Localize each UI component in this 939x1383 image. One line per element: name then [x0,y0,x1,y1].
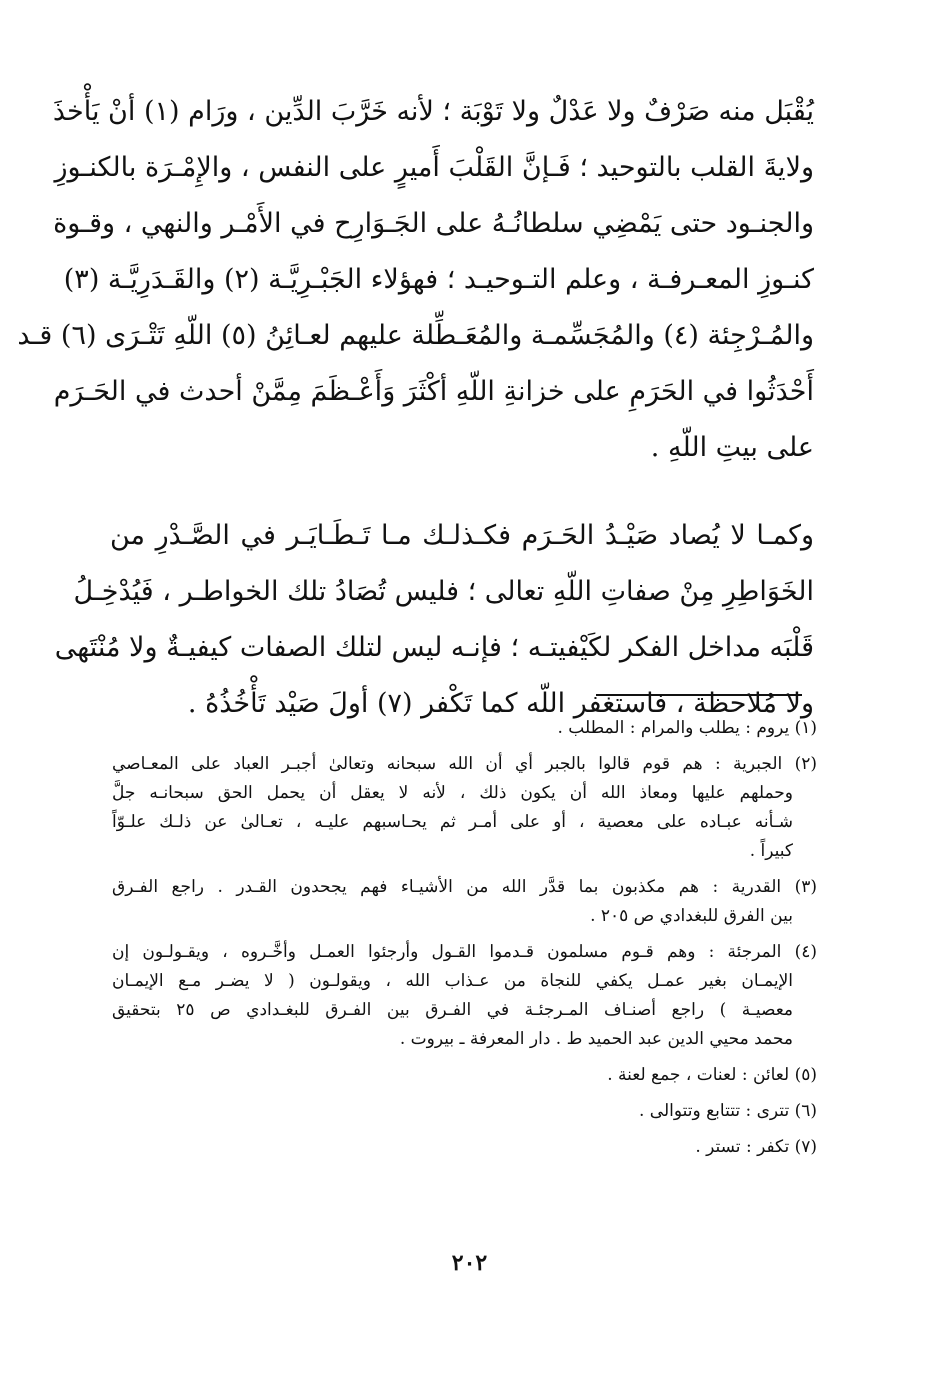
footnote-7 [112,1133,817,1162]
text-line: وكمـا لا يُصاد صَيْـدُ الحَـرَم فكـذلـك مـا تَـطَـايَـر في الصَّـدْرِ من [110,520,814,551]
footnote-separator [596,694,802,696]
footnote-line: (٥) لعائن : لعنات ، جمع لعنة . [607,1065,817,1085]
text-line: يُقْبَل منه صَرْفٌ ولا عَدْلٌ ولا تَوْبَة ؛ لأنه خَرَّبَ الدِّين ، ورَام (١) أنْ يَأْخذَ [52,96,814,127]
footnote-line: (٧) تكفر : تستر . [695,1137,817,1157]
page-number: ٢٠٢ [451,1250,488,1276]
footnote-line: (٣) القدرية : هم مكذبون بما قدَّر الله من الأشيـاء فهم يجحدون القـدر . راجع الفـرق [112,877,817,897]
paragraph-1 [17,84,814,476]
paragraph-spacer [110,476,814,508]
footnote-line: محمد محيي الدين عبد الحميد ط . دار المعرفة ـ بيروت . [399,1029,793,1049]
footnote-6 [112,1097,817,1126]
footnote-line: (٤) المرجئة : وهم قـوم مسلمون قـدموا القـول وأرجئوا العمـل وأخَّـروه ، ويقـولـون إن [112,942,817,962]
text-line: والمُـرْجِئة (٤) والمُجَسِّمـة والمُعَـطِّلة عليهم لعـائِنُ (٥) اللّهِ تَتْـرَى (٦) قـد [17,320,814,351]
footnote-line: معصيـة ) راجع أصنـاف المـرجئـة في الفـرق بين الفـرق للبغـدادي ص ٢٥ بتحقيق [112,1000,793,1020]
text-line: الخَوَاطِرِ مِنْ صفاتِ اللّهِ تعالى ؛ فليس تُصَادُ تلك الخواطـر ، فَيُدْخِـلُ [73,576,814,607]
footnote-5 [112,1061,817,1090]
footnote-line: الإيمـان بغير عمـل يكفي للنجاة من عـذاب الله ، ويقولـون ( لا يضـر مـع الإيمـان [112,971,793,991]
footnote-line: شـأنه عبـاده على معصية ، أو على أمـر ثم يحـاسبهم عليـه ، تعـالىٰ عن ذلـك علـوّاً [112,812,793,832]
text-line: ولايةَ القلب بالتوحيد ؛ فَـإنَّ القَلْبَ أَميرٍ على النفس ، والإِمْـرَة بالكنـوزِ [54,152,814,183]
text-line: قَلْبَه مداخل الفكر لكَيْفيتـه ؛ فإنـه ليس لتلك الصفات كيفيـةٌ ولا مُنْتَهى [54,632,814,663]
footnote-2 [112,750,817,866]
footnote-line: (٦) تترى : تتتابع وتتوالى . [639,1101,817,1121]
footnote-line: (٢) الجبرية : هم قوم قالوا بالجبر أي أن الله سبحانه وتعالىٰ أجبـر العباد على المعـاصي [112,754,817,774]
text-line: والجنـود حتى يَمْضِي سلطانُـهُ على الجَـوَارِح في الأَمْـر والنهي ، وقـوة [53,208,814,239]
footnote-line: بين الفرق للبغدادي ص ٢٠٥ . [590,906,793,926]
footnote-line: كبيراً . [749,841,793,861]
paragraph-2 [54,508,814,732]
text-line: ولا مُلاحظة ، فاستغفر اللّه كما تَكْفر (٧) أولَ صَيْد تَأْخُذُهُ . [187,688,814,719]
text-line: كنـوزِ المعـرفـة ، وعلم التـوحيـد ؛ فهؤلاء الجَبْـرِيَّـة (٢) والقَـدَرِيَّـة (٣) [63,264,814,295]
footnotes [112,714,817,1162]
text-line: أَحْدَثُوا في الحَرَمِ على خزانةِ اللّهِ أكْثَرَ وَأَعْـظَمَ مِمَّنْ أحدث في الحَـرَم [53,376,814,407]
footnote-line: (١) يروم : يطلب والمرام : المطلب . [557,718,817,738]
main-text [17,84,814,732]
footnote-line: وحملهم عليها ومعاذ الله أن يكون ذلك ، لأنه لا يعقل أن يحمل الحق سبحانـه جلَّ [112,783,793,803]
footnote-4 [112,938,817,1054]
text-line: على بيتِ اللّهِ . [650,432,814,463]
footnote-1 [112,714,817,743]
footnote-3 [112,873,817,931]
